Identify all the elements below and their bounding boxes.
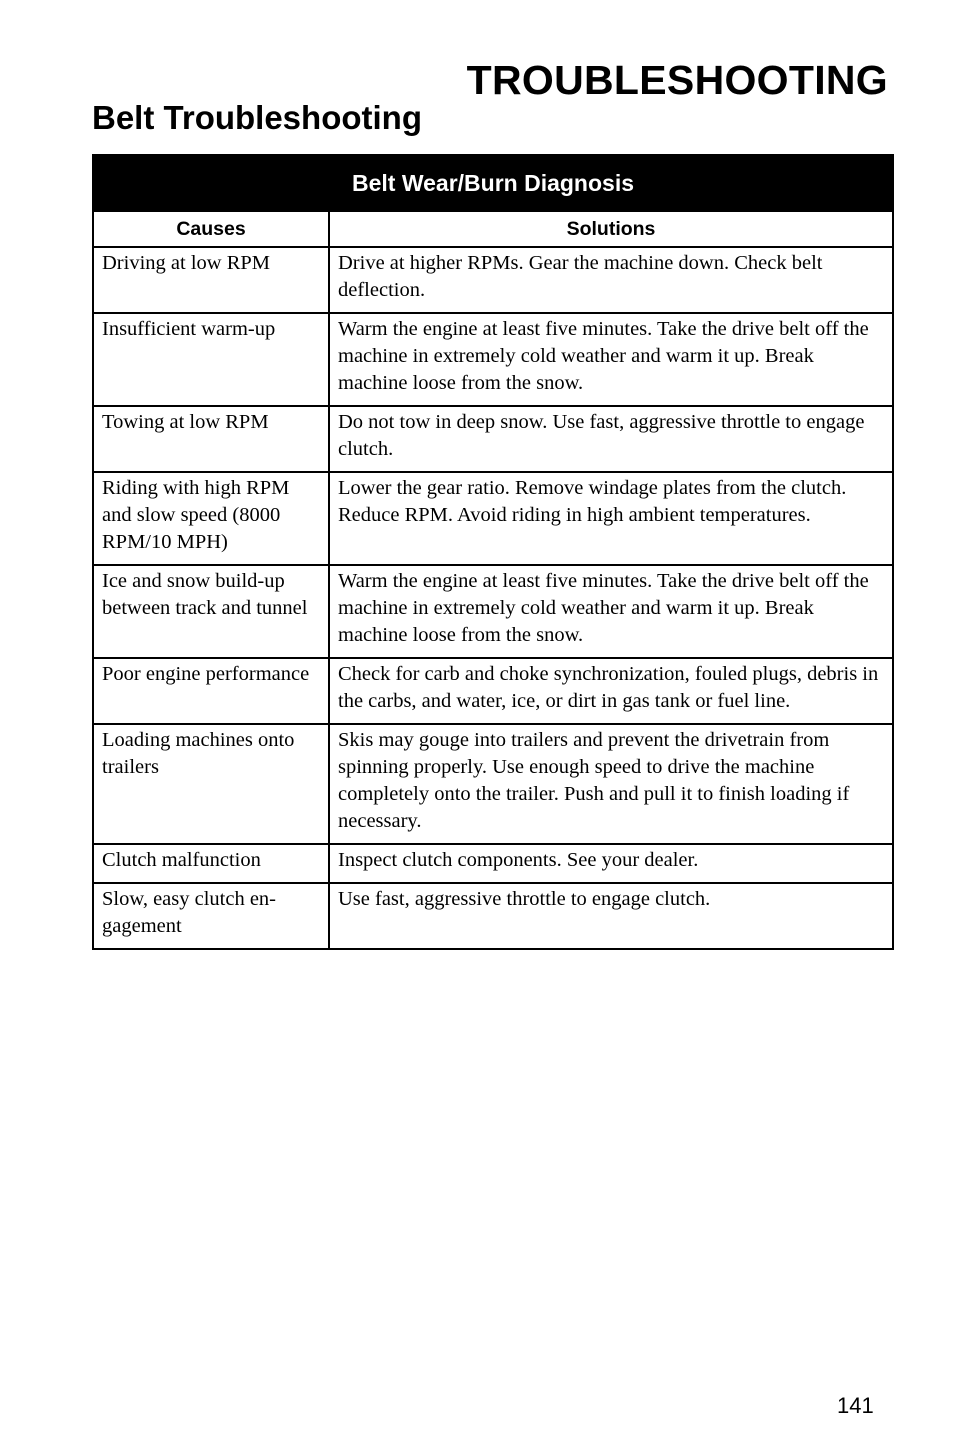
cause-cell: Riding with high RPM and slow speed (8000 RPM/10 MPH) <box>93 472 329 565</box>
page-number: 141 <box>837 1393 874 1418</box>
cause-cell: Towing at low RPM <box>93 406 329 472</box>
cause-cell: Slow, easy clutch en-gagement <box>93 883 329 949</box>
cause-cell: Ice and snow build-up between track and tunnel <box>93 565 329 658</box>
table-row <box>93 565 893 658</box>
cause-cell: Driving at low RPM <box>93 247 329 313</box>
table-row <box>93 844 893 883</box>
table-row <box>93 406 893 472</box>
cause-cell: Loading machines onto trailers <box>93 724 329 844</box>
solution-cell: Do not tow in deep snow. Use fast, aggressive throttle to engage clutch. <box>329 406 893 472</box>
solution-cell: Warm the engine at least five minutes. Take the drive belt off the machine in extremely cold weather and warm it up. Break machine loose from the snow. <box>329 565 893 658</box>
solution-cell: Lower the gear ratio. Remove windage plates from the clutch. Reduce RPM. Avoid riding in high ambient temperatures. <box>329 472 893 565</box>
solution-cell: Inspect clutch components. See your dealer. <box>329 844 893 883</box>
table-row <box>93 247 893 313</box>
solution-cell: Warm the engine at least five minutes. Take the drive belt off the machine in extremely cold weather and warm it up. Break machine loose from the snow. <box>329 313 893 406</box>
solution-cell: Use fast, aggressive throttle to engage clutch. <box>329 883 893 949</box>
column-header-row <box>93 211 893 247</box>
column-header-causes: Causes <box>93 211 329 247</box>
table-title: Belt Wear/Burn Diagnosis <box>93 155 893 211</box>
solution-cell: Drive at higher RPMs. Gear the machine down. Check belt deflection. <box>329 247 893 313</box>
table-row <box>93 472 893 565</box>
table-title-row <box>93 155 893 211</box>
table-row <box>93 883 893 949</box>
table-row <box>93 724 893 844</box>
cause-cell: Poor engine performance <box>93 658 329 724</box>
table-row <box>93 313 893 406</box>
cause-cell: Clutch malfunction <box>93 844 329 883</box>
solution-cell: Skis may gouge into trailers and prevent the drivetrain from spinning properly. Use enough speed to drive the machine completely onto the trailer. Push and pull it to finish loading if necessary. <box>329 724 893 844</box>
chapter-title: TROUBLESHOOTING <box>466 57 888 103</box>
section-title: Belt Troubleshooting <box>92 99 422 136</box>
solution-cell: Check for carb and choke synchronization, fouled plugs, debris in the carbs, and water, ice, or dirt in gas tank or fuel line. <box>329 658 893 724</box>
belt-diagnosis-table <box>92 154 894 950</box>
table-row <box>93 658 893 724</box>
cause-cell: Insufficient warm-up <box>93 313 329 406</box>
column-header-solutions: Solutions <box>329 211 893 247</box>
